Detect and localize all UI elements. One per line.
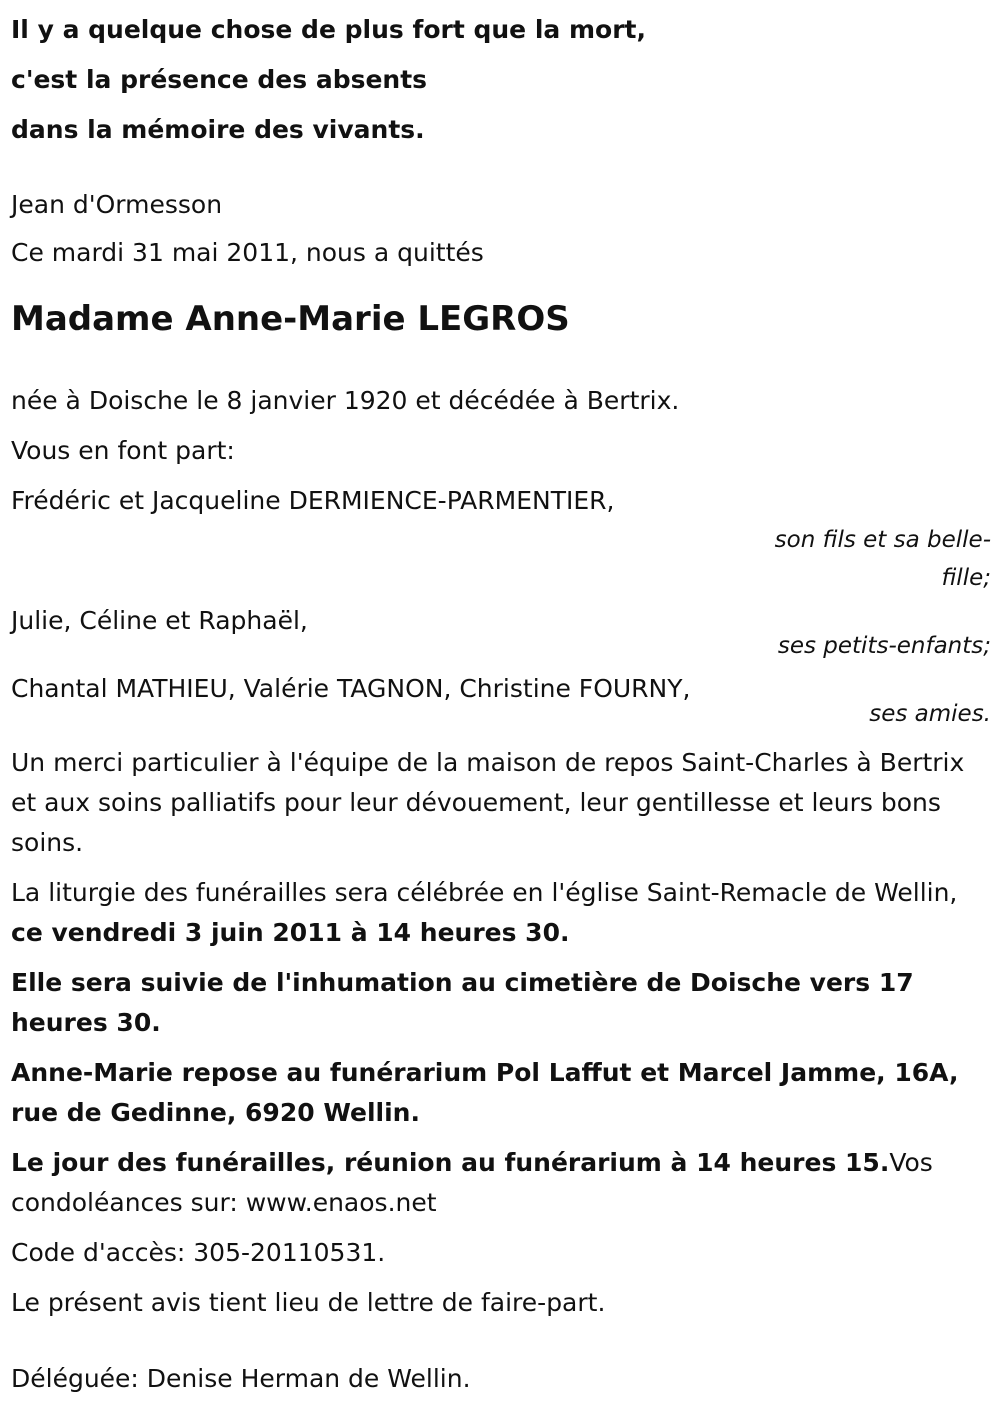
- family-relation: son fils et sa belle-fille;: [774, 527, 991, 591]
- liturgy-date: ce vendredi 3 juin 2011 à 14 heures 30.: [11, 918, 570, 947]
- burial-paragraph: Elle sera suivie de l'inhumation au cimetière de Doische vers 17 heures 30.: [11, 968, 914, 1037]
- meeting-time: Le jour des funérailles, réunion au funérarium à 14 heures 15.: [11, 1148, 890, 1177]
- quote-line-3: dans la mémoire des vivants.: [11, 115, 425, 144]
- family-names: Chantal MATHIEU, Valérie TAGNON, Christine FOURNY,: [11, 674, 691, 703]
- family-entry: [11, 669, 991, 733]
- delegate-text: Déléguée: Denise Herman de Wellin.: [11, 1364, 471, 1393]
- announce-text: Vous en font part:: [11, 436, 235, 465]
- family-relation: ses amies.: [869, 701, 991, 727]
- family-relation: ses petits-enfants;: [777, 633, 991, 659]
- rest-paragraph: Anne-Marie repose au funérarium Pol Laffut et Marcel Jamme, 16A, rue de Gedinne, 6920 Wellin.: [11, 1058, 959, 1127]
- meeting-paragraph: [11, 1143, 991, 1223]
- birth-death-text: née à Doische le 8 janvier 1920 et décédée à Bertrix.: [11, 386, 680, 415]
- quote-author: Jean d'Ormesson: [11, 190, 223, 219]
- access-code: Code d'accès: 305-20110531.: [11, 1238, 386, 1267]
- condolences-text: Vos condoléances sur: www.enaos.net: [11, 1148, 933, 1217]
- family-names: Frédéric et Jacqueline DERMIENCE-PARMENTIER,: [11, 486, 615, 515]
- quote-line-1: Il y a quelque chose de plus fort que la mort,: [11, 15, 646, 44]
- deceased-name: Madame Anne-Marie LEGROS: [11, 299, 570, 339]
- quote-line-2: c'est la présence des absents: [11, 65, 428, 94]
- intro-text: Ce mardi 31 mai 2011, nous a quittés: [11, 238, 484, 267]
- liturgy-text: La liturgie des funérailles sera célébrée en l'église Saint-Remacle de Wellin,: [11, 878, 958, 907]
- spacer: [11, 155, 991, 185]
- thanks-paragraph: Un merci particulier à l'équipe de la maison de repos Saint-Charles à Bertrix et aux soins palliatifs pour leur dévouement, leur gentillesse et leurs bons soins.: [11, 748, 965, 857]
- family-names: Julie, Céline et Raphaël,: [11, 606, 308, 635]
- family-entry: [11, 601, 991, 665]
- obituary-notice: [11, 5, 991, 1409]
- notice-text: Le présent avis tient lieu de lettre de faire-part.: [11, 1288, 606, 1317]
- family-list: [11, 481, 991, 733]
- liturgy-paragraph: [11, 873, 991, 953]
- family-entry: [11, 481, 991, 597]
